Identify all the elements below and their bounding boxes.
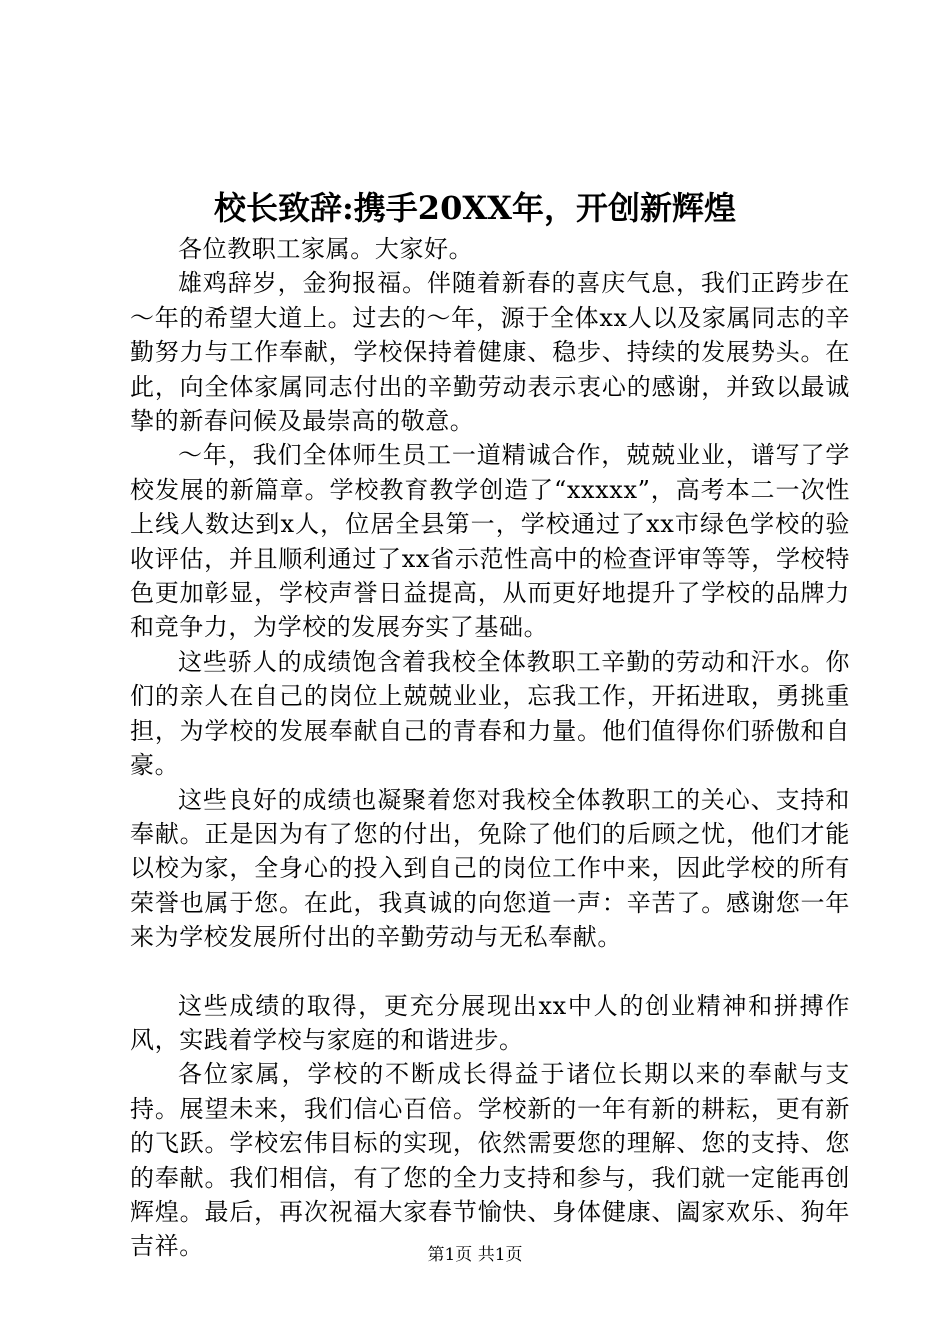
- paragraph-new-year: 雄鸡辞岁，金狗报福。伴随着新春的喜庆气息，我们正跨步在～年的希望大道上。过去的～年，源于全体xx人以及家属同志的辛勤努力与工作奉献，学校保持着健康、稳步、持续的发展势头。在此，向全体家属同志付出的辛勤劳动表示衷心的感谢，并致以最诚挚的新春问候及最崇高的敬意。: [130, 269, 850, 436]
- paragraph-greeting: 各位教职工家属。大家好。: [178, 235, 474, 263]
- paragraph-spirit: 这些成绩的取得，更充分展现出xx中人的创业精神和拼搏作风，实践着学校与家庭的和谐进步。: [130, 991, 850, 1054]
- paragraph-staff-effort: 这些骄人的成绩饱含着我校全体教职工辛勤的劳动和汗水。你们的亲人在自己的岗位上兢兢业业，忘我工作，开拓进取，勇挑重担，为学校的发展奉献自己的青春和力量。他们值得你们骄傲和自豪。: [130, 647, 850, 780]
- document-title: 校长致辞:携手20XX年，开创新辉煌: [213, 189, 736, 227]
- document-body: [130, 232, 850, 1264]
- paragraph-achievements: ～年，我们全体师生员工一道精诚合作，兢兢业业，谱写了学校发展的新篇章。学校教育教学创造了“xxxxx”，高考本二一次性上线人数达到x人，位居全县第一，学校通过了xx市绿色学校的验收评估，并且顺利通过了xx省示范性高中的检查评审等等，学校特色更加彰显，学校声誉日益提高，从而更好地提升了学校的品牌力和竞争力，为学校的发展夯实了基础。: [130, 441, 850, 642]
- paragraph-closing: 各位家属，学校的不断成长得益于诸位长期以来的奉献与支持。展望未来，我们信心百倍。学校新的一年有新的耕耘，更有新的飞跃。学校宏伟目标的实现，依然需要您的理解、您的支持、您的奉献。我们相信，有了您的全力支持和参与，我们就一定能再创辉煌。最后，再次祝福大家春节愉快、身体健康、阖家欢乐、狗年吉祥。: [130, 1060, 850, 1261]
- paragraph-family-support: 这些良好的成绩也凝聚着您对我校全体教职工的关心、支持和奉献。正是因为有了您的付出，免除了他们的后顾之忧，他们才能以校为家，全身心的投入到自己的岗位工作中来，因此学校的所有荣誉也属于您。在此，我真诚的向您道一声：辛苦了。感谢您一年来为学校发展所付出的辛勤劳动与无私奉献。: [130, 785, 850, 952]
- page-footer: 第1页 共1页: [427, 1245, 523, 1265]
